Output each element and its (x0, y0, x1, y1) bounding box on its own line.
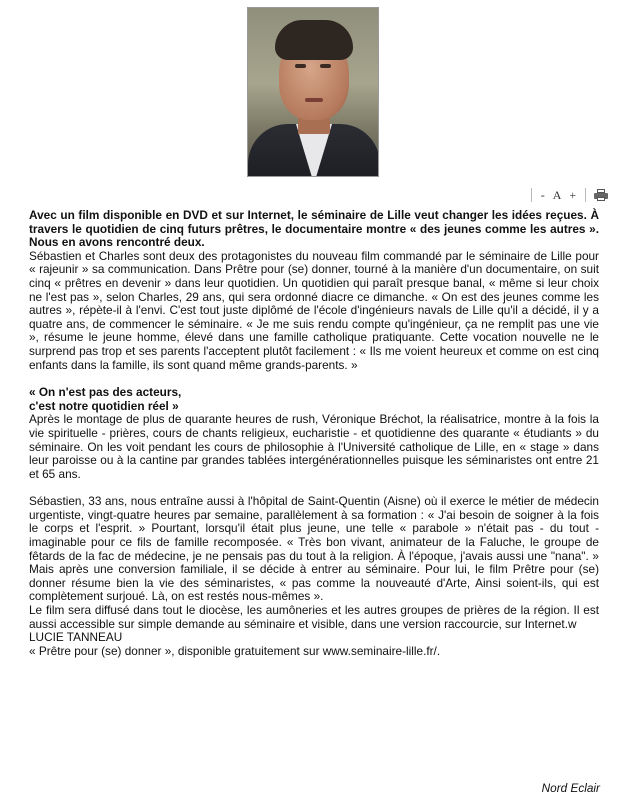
article-paragraph: Sébastien et Charles sont deux des protagonistes du nouveau film commandé par le séminaire de Lille pour « rajeunir » sa communication. Dans Prêtre pour (se) donner, tourné à la manière d'un documentaire, on suit cinq « prêtres en devenir » dans leur quotidien. Un quotidien qui paraît presque banal, « même si leur choix ne l'est pas », selon Charles, 29 ans, qui sera ordonné diacre ce dimanche. « On est des jeunes comme les autres », répète-il à l'envi. C'est tout juste diplômé de l'école d'ingénieurs navals de Lille qu'il a décidé, il y a quatre ans, de commencer le séminaire. « Je me suis rendu compte qu'ingénieur, ça ne remplit pas une vie », résume le jeune homme, élevé dans une famille catholique pratiquante. Cette vocation nouvelle ne le surprend pas trop et ses parents l'acceptent plutôt facilement : « Ils me voient heureux et comme on est cinq enfants dans la famille, ils sont quand même grands-parents. » (29, 248, 599, 372)
article-body (29, 209, 599, 658)
article-footnote: « Prêtre pour (se) donner », disponible gratuitement sur www.seminaire-lille.fr/. (29, 643, 441, 658)
article-photo (247, 7, 379, 177)
decrease-font-button[interactable]: - (540, 188, 545, 202)
photo-mouth (305, 98, 323, 102)
article-lead: Avec un film disponible en DVD et sur Internet, le séminaire de Lille veut changer les idées reçues. À travers le quotidien de cinq futurs prêtres, le documentaire montre « des jeunes comme les autres ». Nous en avons rencontré deux. (29, 208, 599, 250)
increase-font-button[interactable]: + (569, 188, 577, 202)
article-subhead-line1: « On n'est pas des acteurs, (29, 385, 182, 400)
article-subhead-line2: c'est notre quotidien réel » (29, 398, 179, 413)
article-author: LUCIE TANNEAU (29, 630, 123, 645)
text-tools (526, 186, 604, 204)
toolbar-divider (585, 188, 586, 202)
photo-eye-left (295, 64, 306, 68)
article-paragraph: Le film sera diffusé dans tout le diocèse, les aumôneries et les autres groupes de prières de la région. Il est aussi accessible sur simple demande au séminaire et visible, dans une version raccourcie, sur Internet.w (29, 603, 599, 631)
article-source: Nord Eclair (541, 781, 600, 795)
photo-hair (275, 20, 353, 60)
toolbar-divider (531, 188, 532, 202)
article-paragraph: Après le montage de plus de quarante heures de rush, Véronique Bréchot, la réalisatrice, montre à la fois la vie spirituelle - prières, cours de chants religieux, eucharistie - et quotidienne des quarante « étudiants » du séminaire. On les voit pendant les cours de philosophie à l'Université catholique de Lille, en « stage » dans leur paroisse ou à la cantine par grandes tablées intergénérationnelles puisque les séminaristes ont entre 21 et 65 ans. (29, 412, 599, 481)
font-size-label[interactable]: A (552, 188, 562, 202)
article-paragraph: Sébastien, 33 ans, nous entraîne aussi à l'hôpital de Saint-Quentin (Aisne) où il exerce le métier de médecin urgentiste, vingt-quatre heures par semaine, parallèlement à sa formation : « J'ai besoin de soigner à la fois le corps et l'esprit. » Pourtant, lorsqu'il était plus jeune, une telle « parabole » n'était pas - du tout - imaginable pour ce fils de famille recomposée. « Très bon vivant, animateur de la Faluche, le groupe de fêtards de la fac de médecine, je ne pensais pas du tout à la religion. À l'époque, j'avais aussi une "nana". » Mais après une conversion familiale, il se décide à entrer au séminaire. Pour lui, le film Prêtre pour (se) donner résume bien la vie des séminaristes, « pas comme la nouveauté d'Arte, Ainsi soient-ils, qui est complètement surjoué. Là, on est restés nous-mêmes ». (29, 494, 599, 604)
photo-eye-right (320, 64, 331, 68)
printer-icon[interactable] (594, 189, 604, 201)
